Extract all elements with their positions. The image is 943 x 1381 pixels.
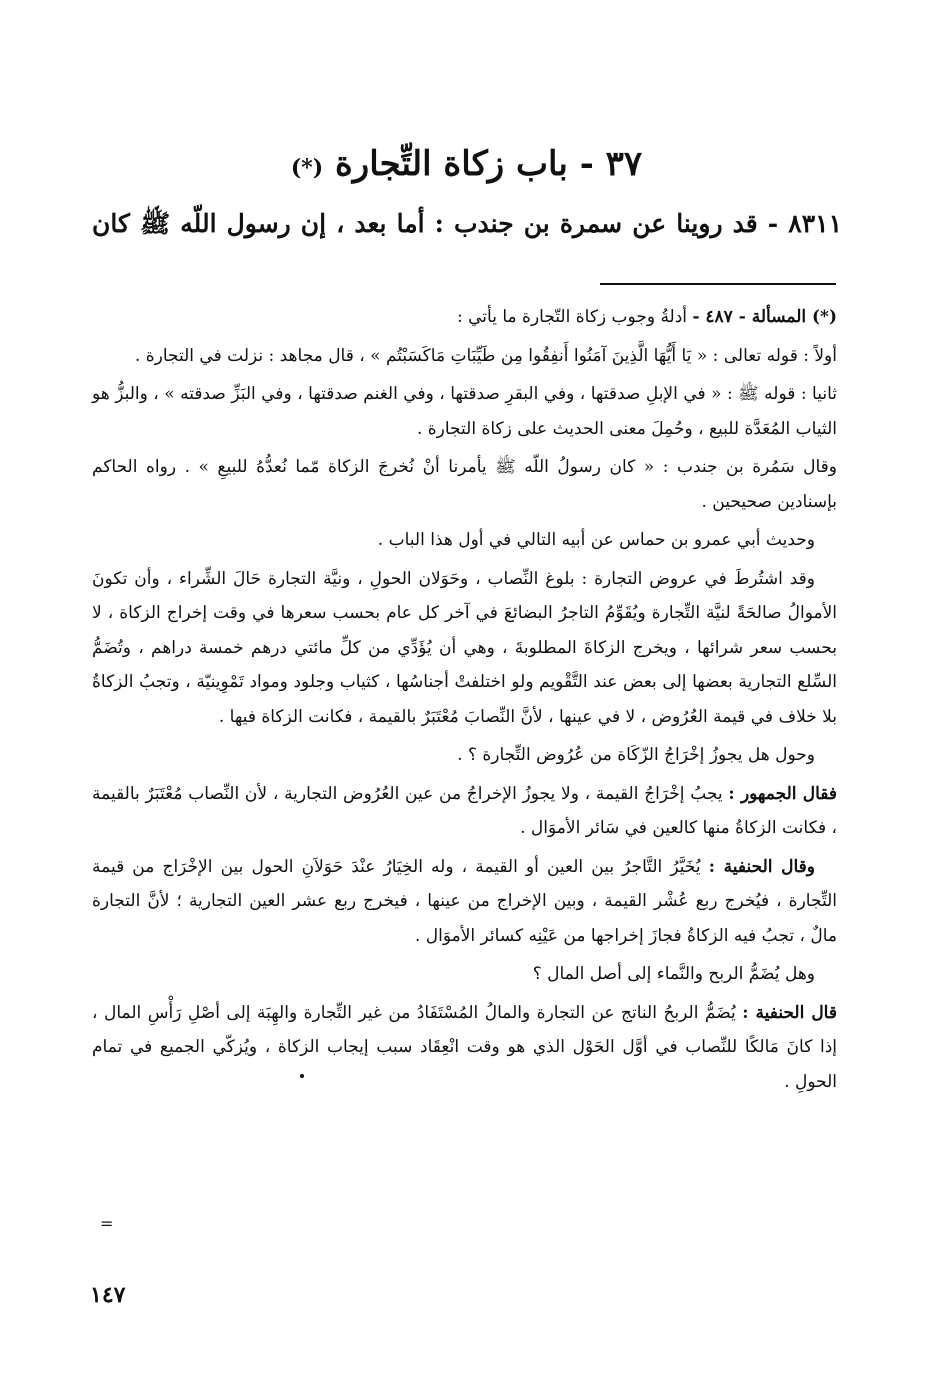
ink-speck: [300, 1074, 304, 1078]
issue-label: (*) المسألة - ٤٨٧ -: [692, 307, 837, 327]
hadith-text: ٨٣١١ - قد روينا عن سمرة بن جندب : أما بعد ، إن رسول اللّه ﷺ كان: [92, 209, 842, 238]
footnote-heading: [92, 300, 837, 335]
majority-text: يجبُ إخْرَاجُ القيمة ، ولا يجوزُ الإخراجُ من عين العُرُوض التجارية ، لأن النِّصاب مُعْتَبَرٌ بالقيمة ، فكانت الزكاةُ منها كالعين في سَائر الأموَال .: [92, 783, 837, 838]
footnote-paragraph: وقد اشتُرطَ في عروض التجارة : بلوغ النِّصاب ، وحَوَلان الحولِ ، ونيَّة التجارة حَالَ الشِّراء ، وأن تكونَ الأموالُ صالحَةً لنيَّة التِّجارة ويُقَوِّمُ التاجرُ البضائعَ في آخر كل عام بحسب سعرها في وقت إخراج الزكاة ، لا بحسب سعر شرائها ، ويخرج الزكاةَ المطلوبةَ ، وهي أن يُؤَدِّي من كلِّ مائتي درهم خمسة دراهم ، وتُضَمُّ السِّلع التجارية بعضها إلى بعض عند التَّقْويم ولو اختلفتْ أجناسُها ، كثياب وجلود ومواد تَمْوِينيّة ، وتجبُ الزكاةُ بلا خلاف في قيمة العُرُوض ، لا في عينها ، لأنَّ النِّصابَ مُعْتَبَرٌ بالقيمة ، فكانت الزكاة فيها .: [92, 568, 837, 727]
issue-text: أدلةُ وجوب زكاة التّجارة ما يأتي :: [457, 307, 693, 327]
chapter-title-text: ٣٧ - باب زكاة التِّجارة: [334, 144, 643, 184]
footnote-paragraph: وحديث أبي عمرو بن حماس عن أبيه التالي في أول هذا الباب .: [377, 530, 815, 550]
footnote-paragraph: وقال سَمُرة بن جندب : « كان رسولُ اللّه ﷺ يأمرنا أنْ نُخرجَ الزكاة مّما نُعدُّهُ للبيعِ » . رواه الحاكم بإسنادين صحيحين .: [92, 457, 837, 512]
footnote-paragraph: [92, 850, 837, 954]
page-number: ١٤٧: [90, 1282, 126, 1308]
footnote-separator: [600, 283, 836, 285]
hanafi-label: وقال الحنفية :: [708, 856, 815, 877]
footnotes-section: [92, 300, 837, 1103]
footnote-paragraph: أولاً : قوله تعالى : « يَا أَيُّهَا الَّذِينَ آمَنُوا أَنفِقُوا مِن طَيِّبَاتِ مَاكَسَبْتُم » ، قال مجاهد : نزلت في التجارة .: [134, 345, 837, 366]
continuation-mark: =: [100, 1214, 114, 1233]
footnote-paragraph: [92, 777, 837, 846]
footnote-paragraph: وهل يُضَمُّ الربح والنَّماء إلى أصل المال ؟: [532, 964, 815, 984]
hanafi-text: يُخَيَّرُ التَّاجرُ بين العين أو القيمة ، وله الخِيَارُ عنْدَ حَوَلاَنِ الحول بين الإخْرَاج من قيمة التِّجارة ، فيُخرج ربع عُشْر القيمة ، وبين الإخراج من عينها ، فيخرج ربع عشر العين التجارية ؛ لأنَّ التجارة مالٌ ، تجبُ فيه الزكاةُ فجازَ إخراجها من عَيْنِه كسائر الأموَال .: [92, 856, 837, 946]
hanafi-text: يُضَمُّ الربحُ الناتج عن التجارة والمالُ المُسْتَفَادُ من غير التِّجارة والهِبَة إلى أصْلِ رَأْسِ المال ، إذا كانَ مَالكًا للنِّصاب في أوَّل الحَوْل الذي هو وقت انْعِقَاد سبب إيجاب الزكاة ، ويُزكّي الجميع في تمام الحولِ .: [92, 1002, 837, 1092]
footnote-paragraph: ثانيا : قوله ﷺ : « في الإبلِ صدقتها ، وفي البقرِ صدقتها ، وفي الغنم صدقتها ، وفي البَزِّ صدقته » ، والبزُّ هو الثياب المُعَدَّة للبيع ، وحُمِلَ معنى الحديث على زكاة التجارة .: [92, 384, 837, 439]
footnote-paragraph: [92, 996, 837, 1100]
footnote-marker: (*): [290, 155, 324, 181]
majority-label: فقال الجمهور :: [728, 783, 837, 804]
hanafi-label: قال الحنفية :: [742, 1002, 837, 1023]
chapter-title: [90, 136, 843, 192]
footnote-paragraph: وحول هل يجوزُ إخْرَاجُ الزّكَاة من عُرُوض التِّجارة ؟ .: [457, 745, 815, 765]
